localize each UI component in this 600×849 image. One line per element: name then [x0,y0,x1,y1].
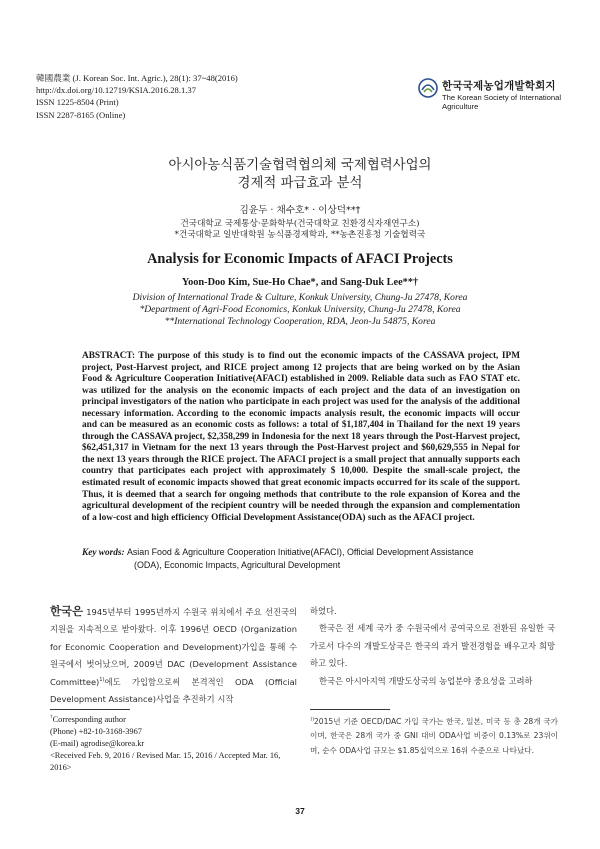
journal-citation: 韓國農業 (J. Korean Soc. Int. Agric.), 28(1): 37~48(2016) [36,73,238,83]
society-english-name: The Korean Society of International Agriculture [442,93,562,112]
korean-authors: 김윤두 · 채수호* · 이상덕**† [239,205,361,216]
english-affil-line2: *Department of Agri-Food Economics, Konkuk University, Chung-Ju 27478, Korea [139,304,461,316]
body-right-column [310,603,555,690]
society-emblem-icon [418,78,438,98]
body-lead-word: 한국은 [50,604,84,618]
body-left-text-cont: 에도 가입함으로써 본격적인 ODA (Official Development Assistance)사업을 추진하기 시작 [50,676,297,705]
korean-title-line2: 경제적 파급효과 분석 [237,176,363,192]
issn-online: ISSN 2287-8165 (Online) [36,109,126,120]
footnote-1 [310,715,558,758]
author-phone: (Phone) +82-10-3168-3967 [50,727,142,737]
body-right-p3: 한국은 아시아지역 개발도상국의 농업분야 중요성을 고려하 [319,675,533,686]
footnote-divider-right [310,709,390,710]
issn-print: ISSN 1225-8504 (Print) [36,97,119,108]
keywords-label: Key words: [82,548,125,558]
korean-affil-line1: 건국대학교 국제통상·문화학부(건국대학교 친환경식자재연구소) [180,219,420,229]
english-authors: Yoon-Doo Kim, Sue-Ho Chae*, and Sang-Duk Lee**† [181,277,419,288]
author-email[interactable]: (E-mail) agrodise@korea.kr [50,739,145,749]
footnote-divider-left [50,709,130,710]
dagger-mark: † [50,714,53,721]
korean-affil-line2: *건국대학교 일반대학원 농식품경제학과, **농촌진흥청 기술협력국 [174,230,426,241]
footnote-text: 2015년 기준 OECD/DAC 가입 국가는 한국, 일본, 미국 등 총 28개 국가이며, 한국은 28개 국가 중 GNI 대비 ODA사업 비중이 0.13%로 23위이며, 순수 ODA사업 규모는 $1.85십억으로 16위 수준으로 나타났다. [310,717,558,755]
corresponding-author-note [50,714,300,774]
footnote-number: 1) [310,717,314,723]
corresponding-label: Corresponding author [52,715,126,724]
abstract: ABSTRACT: The purpose of this study is to find out the economic impacts of the CASSAVA project, IPM project, Post-Harvest project, and RICE project among 12 projects that are being worked on by the Asian Food & Agriculture Cooperation Initiative(AFACI) established in 2009. Reliable data such as FAO STAT etc. was utilized for the analysis on the economic impacts of each project and the data of an investigation on principal investigators of the nation who participate in each project was used for the analysis of the additional necessary information. According to the economic impacts analysis result, the economic impacts will occur and can be measured as an economic costs as follows: a total of $1,187,404 in Thailand for the next 19 years through the CASSAVA project, $2,358,299 in Indonesia for the next 18 years through the Post-Harvest project, $62,451,317 in Vietnam for the next 13 years through the Post-Harvest project and $60,629,555 in Nepal for the next 13 years through the RICE project. The AFACI project is a small project that annually supports each country that participates each project with approximately $ 10,000. Despite the small-scale project, the estimated result of economic impacts showed that great economic impacts occurred for its scale of the support. Thus, it is deemed that a search for ongoing methods that contribute to the role expansion of Korea and the agricultural development of the recipient country will be needed through the expansion and complementation of a low-cost and high efficiency Official Development Assistance(ODA) such as the AFACI project. [82,351,520,523]
body-left-text: 1945년부터 1995년까지 수원국 위치에서 주요 선진국의 지원을 지속적으로 받아왔다. 이후 1996년 OECD (Organization for Economic Cooperation and Development)가입을 통해 수원국에서 벗어났으며, 2009년 DAC (Development Assistance Committee) [50,607,297,687]
keywords-line1: Asian Food & Agriculture Cooperation Initiative(AFACI), Official Development Assistance [126,547,474,557]
page-number: 37 [295,806,305,816]
society-korean-name: 한국국제농업개발학회지 [442,80,556,92]
received-dates: <Received Feb. 9, 2016 / Revised Mar. 15, 2016 / Accepted Mar. 16, 2016> [50,751,281,773]
society-logo [418,74,568,116]
korean-affiliations [0,219,600,242]
doi-link[interactable]: http://dx.doi.org/10.12719/KSIA.2016.28.1.37 [36,85,197,96]
korean-title-line1: 아시아농식품기술협력협의체 국제협력사업의 [168,158,432,173]
keywords-line2: (ODA), Economic Impacts, Agricultural Development [134,559,341,570]
journal-header [36,72,238,121]
english-title: Analysis for Economic Impacts of AFACI Projects [147,251,453,267]
keywords [82,547,520,571]
body-right-p2: 한국은 전 세계 국가 중 수원국에서 공여국으로 전환된 유일한 국가로서 다수의 개발도상국은 한국의 과거 발전경험을 배우고자 희망하고 있다. [310,623,555,669]
english-affil-line3: **International Technology Cooperation, RDA, Jeon-Ju 54875, Korea [164,316,436,328]
english-affiliations [0,292,600,328]
body-left-column [50,603,297,708]
korean-title [0,157,600,194]
english-affil-line1: Division of International Trade & Culture, Konkuk University, Chung-Ju 27478, Korea [132,292,468,303]
footnote-ref[interactable]: 1) [99,676,105,683]
body-right-p1: 하였다. [310,606,337,616]
